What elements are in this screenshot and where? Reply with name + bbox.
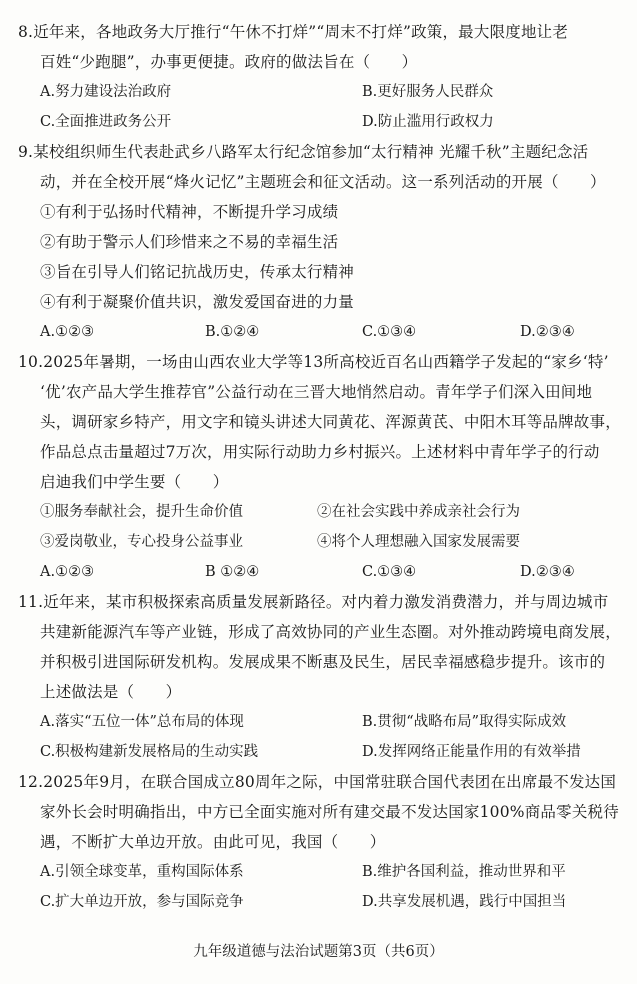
q8-option-d: D.防止滥用行政权力 bbox=[362, 114, 494, 130]
q12-option-a: A.引领全球变革，重构国际体系 bbox=[40, 864, 244, 880]
q9-option-c: C.①③④ bbox=[362, 324, 417, 340]
q11-stem-line-2: 共建新能源汽车等产业链，形成了高效协同的产业生态圈。对外推动跨境电商发展， bbox=[40, 623, 621, 641]
q12-option-c: C.扩大单边开放，参与国际竞争 bbox=[40, 894, 244, 910]
q9-statement-3: ③旨在引导人们铭记抗战历史，传承太行精神 bbox=[40, 263, 355, 281]
q12-stem-line-1: 12.2025年9月，在联合国成立80周年之际，中国常驻联合国代表团在出席最不发达国 bbox=[18, 773, 617, 791]
q10-statement-1: ①服务奉献社会，提升生命价值 bbox=[40, 504, 243, 520]
q9-statement-1: ①有利于弘扬时代精神，不断提升学习成绩 bbox=[40, 203, 339, 221]
q9-option-d: D.②③④ bbox=[520, 324, 575, 340]
q8-option-a: A.努力建设法治政府 bbox=[40, 84, 172, 100]
q11-option-c: C.积极构建新发展格局的生动实践 bbox=[40, 744, 259, 760]
q10-stem-line-4: 作品总点击量超过7万次，用实际行动助力乡村振兴。上述材料中青年学子的行动 bbox=[40, 443, 600, 461]
q11-stem-line-4: 上述做法是（ ） bbox=[40, 683, 182, 701]
q10-statement-4: ④将个人理想融入国家发展需要 bbox=[317, 534, 520, 550]
q9-statement-4: ④有利于凝聚价值共识，激发爱国奋进的力量 bbox=[40, 293, 355, 311]
q10-option-d: D.②③④ bbox=[520, 564, 575, 580]
q11-stem-line-1: 11.近年来，某市积极探索高质量发展新路径。对内着力激发消费潜力，并与周边城市 bbox=[18, 593, 609, 611]
q12-stem-line-3: 遇，不断扩大单边开放。由此可见，我国（ ） bbox=[40, 833, 386, 851]
q10-option-b: B ①②④ bbox=[205, 564, 260, 580]
q8-stem-line-2: 百姓“少跑腿”，办事更便捷。政府的做法旨在（ ） bbox=[40, 53, 418, 71]
q10-stem-line-1: 10.2025年暑期，一场由山西农业大学等13所高校近百名山西籍学子发起的“家乡‘特’ bbox=[18, 353, 609, 371]
q8-stem-line-1: 8.近年来，各地政务大厅推行“午休不打烊”“周末不打烊”政策，最大限度地让老 bbox=[18, 23, 569, 41]
q8-option-b: B.更好服务人民群众 bbox=[362, 84, 494, 100]
page-footer: 九年级道德与法治试题第3页（共6页） bbox=[193, 944, 444, 960]
q10-statement-2: ②在社会实践中养成亲社会行为 bbox=[317, 504, 520, 520]
q11-option-b: B.贯彻“战略布局”取得实际成效 bbox=[362, 714, 567, 730]
q10-option-c: C.①③④ bbox=[362, 564, 417, 580]
q10-stem-line-2: ‘优’农产品大学生推荐官”公益行动在三晋大地悄然启动。青年学子们深入田间地 bbox=[40, 383, 593, 401]
q9-stem-line-2: 动，并在全校开展“烽火记忆”主题班会和征文活动。这一系列活动的开展（ ） bbox=[40, 173, 606, 191]
q9-statement-2: ②有助于警示人们珍惜来之不易的幸福生活 bbox=[40, 233, 339, 251]
q10-statement-3: ③爱岗敬业，专心投身公益事业 bbox=[40, 534, 243, 550]
q11-option-d: D.发挥网络正能量作用的有效举措 bbox=[362, 744, 581, 760]
q12-stem-line-2: 家外长会时明确指出，中方已全面实施对所有建交最不发达国家100%商品零关税待 bbox=[40, 803, 619, 821]
q10-stem-line-3: 头，调研家乡特产，用文字和镜头讲述大同黄花、浑源黄芪、中阳木耳等品牌故事， bbox=[40, 413, 621, 431]
q11-stem-line-3: 并积极引进国际研发机构。发展成果不断惠及民生，居民幸福感稳步提升。该市的 bbox=[40, 653, 606, 671]
q11-option-a: A.落实“五位一体”总布局的体现 bbox=[40, 714, 244, 730]
q9-option-b: B.①②④ bbox=[205, 324, 260, 340]
q10-stem-line-5: 启迪我们中学生要（ ） bbox=[40, 473, 229, 491]
q12-option-b: B.维护各国利益，推动世界和平 bbox=[362, 864, 566, 880]
q9-stem-line-1: 9.某校组织师生代表赴武乡八路军太行纪念馆参加“太行精神 光耀千秋”主题纪念活 bbox=[18, 143, 589, 161]
q12-option-d: D.共享发展机遇，践行中国担当 bbox=[362, 894, 567, 910]
q10-option-a: A.①②③ bbox=[40, 564, 95, 580]
q9-option-a: A.①②③ bbox=[40, 324, 95, 340]
q8-option-c: C.全面推进政务公开 bbox=[40, 114, 172, 130]
